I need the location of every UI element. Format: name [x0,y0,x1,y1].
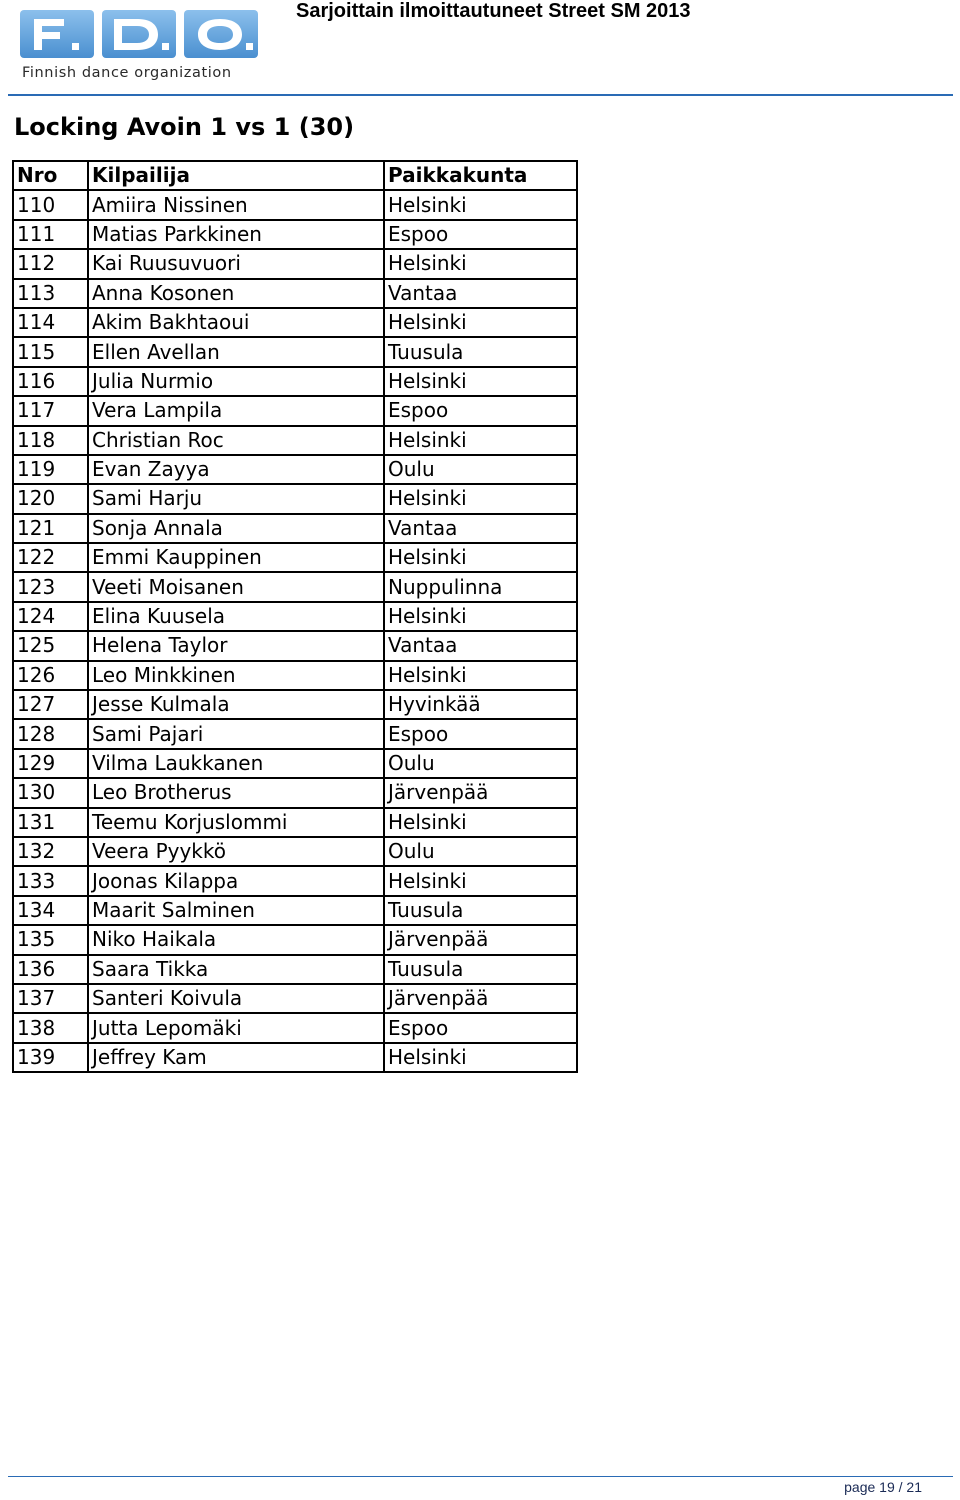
cell-kilpailija: Maarit Salminen [88,896,384,925]
cell-nro: 115 [13,337,88,366]
cell-paikkakunta: Helsinki [384,661,577,690]
table-header-row [13,161,577,190]
table-row [13,896,577,925]
cell-paikkakunta: Helsinki [384,308,577,337]
cell-nro: 132 [13,837,88,866]
table-row [13,455,577,484]
column-header-kilpailija: Kilpailija [88,161,384,190]
cell-paikkakunta: Helsinki [384,426,577,455]
cell-kilpailija: Anna Kosonen [88,279,384,308]
table-row [13,1013,577,1042]
cell-kilpailija: Leo Minkkinen [88,661,384,690]
table-row [13,396,577,425]
cell-nro: 119 [13,455,88,484]
cell-kilpailija: Amiira Nissinen [88,190,384,219]
table-row [13,925,577,954]
cell-paikkakunta: Helsinki [384,543,577,572]
cell-kilpailija: Saara Tikka [88,955,384,984]
cell-paikkakunta: Helsinki [384,484,577,513]
cell-kilpailija: Ellen Avellan [88,337,384,366]
cell-nro: 138 [13,1013,88,1042]
cell-kilpailija: Emmi Kauppinen [88,543,384,572]
cell-kilpailija: Elina Kuusela [88,602,384,631]
cell-kilpailija: Vilma Laukkanen [88,749,384,778]
footer-divider [8,1476,953,1477]
cell-paikkakunta: Järvenpää [384,984,577,1013]
cell-paikkakunta: Helsinki [384,249,577,278]
cell-paikkakunta: Järvenpää [384,925,577,954]
table-row [13,190,577,219]
entries-table [12,160,578,1073]
cell-kilpailija: Julia Nurmio [88,367,384,396]
cell-nro: 122 [13,543,88,572]
table-row [13,749,577,778]
table-row [13,220,577,249]
cell-nro: 128 [13,719,88,748]
cell-nro: 134 [13,896,88,925]
cell-kilpailija: Niko Haikala [88,925,384,954]
cell-paikkakunta: Oulu [384,455,577,484]
header-divider [8,94,953,96]
cell-paikkakunta: Helsinki [384,602,577,631]
cell-kilpailija: Sami Pajari [88,719,384,748]
table-row [13,308,577,337]
table-row [13,367,577,396]
cell-kilpailija: Kai Ruusuvuori [88,249,384,278]
cell-nro: 111 [13,220,88,249]
cell-paikkakunta: Tuusula [384,337,577,366]
cell-nro: 123 [13,572,88,601]
table-row [13,426,577,455]
cell-kilpailija: Joonas Kilappa [88,866,384,895]
cell-paikkakunta: Espoo [384,1013,577,1042]
cell-nro: 110 [13,190,88,219]
cell-paikkakunta: Espoo [384,220,577,249]
fdo-logo [18,8,260,86]
cell-nro: 114 [13,308,88,337]
cell-kilpailija: Matias Parkkinen [88,220,384,249]
table-row [13,808,577,837]
cell-paikkakunta: Vantaa [384,279,577,308]
cell-nro: 125 [13,631,88,660]
cell-paikkakunta: Oulu [384,837,577,866]
cell-kilpailija: Veeti Moisanen [88,572,384,601]
cell-paikkakunta: Helsinki [384,367,577,396]
cell-nro: 135 [13,925,88,954]
cell-nro: 118 [13,426,88,455]
cell-kilpailija: Teemu Korjuslommi [88,808,384,837]
cell-nro: 136 [13,955,88,984]
cell-paikkakunta: Helsinki [384,1043,577,1072]
cell-paikkakunta: Helsinki [384,808,577,837]
table-row [13,837,577,866]
cell-kilpailija: Christian Roc [88,426,384,455]
cell-paikkakunta: Vantaa [384,631,577,660]
cell-nro: 126 [13,661,88,690]
cell-paikkakunta: Tuusula [384,955,577,984]
column-header-nro: Nro [13,161,88,190]
table-row [13,661,577,690]
cell-kilpailija: Jutta Lepomäki [88,1013,384,1042]
cell-paikkakunta: Järvenpää [384,778,577,807]
fdo-logo-mark [20,10,258,58]
cell-paikkakunta: Helsinki [384,866,577,895]
cell-nro: 112 [13,249,88,278]
cell-nro: 127 [13,690,88,719]
table-row [13,572,577,601]
table-row [13,1043,577,1072]
cell-nro: 120 [13,484,88,513]
section-title: Locking Avoin 1 vs 1 (30) [14,113,355,141]
logo-caption: Finnish dance organization [22,65,232,81]
cell-paikkakunta: Espoo [384,396,577,425]
table-row [13,955,577,984]
cell-kilpailija: Leo Brotherus [88,778,384,807]
cell-kilpailija: Santeri Koivula [88,984,384,1013]
table-row [13,866,577,895]
cell-nro: 121 [13,514,88,543]
cell-nro: 117 [13,396,88,425]
cell-nro: 131 [13,808,88,837]
cell-kilpailija: Akim Bakhtaoui [88,308,384,337]
cell-kilpailija: Evan Zayya [88,455,384,484]
cell-nro: 133 [13,866,88,895]
cell-nro: 124 [13,602,88,631]
cell-nro: 139 [13,1043,88,1072]
cell-paikkakunta: Nuppulinna [384,572,577,601]
cell-paikkakunta: Tuusula [384,896,577,925]
table-row [13,778,577,807]
cell-kilpailija: Veera Pyykkö [88,837,384,866]
table-row [13,514,577,543]
table-row [13,279,577,308]
cell-kilpailija: Jeffrey Kam [88,1043,384,1072]
cell-kilpailija: Jesse Kulmala [88,690,384,719]
table-row [13,484,577,513]
table-row [13,543,577,572]
table-row [13,631,577,660]
cell-paikkakunta: Espoo [384,719,577,748]
cell-nro: 130 [13,778,88,807]
table-row [13,337,577,366]
cell-kilpailija: Vera Lampila [88,396,384,425]
table-row [13,719,577,748]
cell-kilpailija: Helena Taylor [88,631,384,660]
cell-paikkakunta: Hyvinkää [384,690,577,719]
cell-nro: 113 [13,279,88,308]
table-row [13,249,577,278]
cell-nro: 137 [13,984,88,1013]
document-title: Sarjoittain ilmoittautuneet Street SM 2013 [296,0,691,22]
cell-kilpailija: Sami Harju [88,484,384,513]
cell-nro: 116 [13,367,88,396]
table-row [13,984,577,1013]
cell-paikkakunta: Oulu [384,749,577,778]
table-row [13,690,577,719]
column-header-paikkakunta: Paikkakunta [384,161,577,190]
table-row [13,602,577,631]
page-number: page 19 / 21 [844,1479,922,1495]
cell-paikkakunta: Helsinki [384,190,577,219]
cell-paikkakunta: Vantaa [384,514,577,543]
cell-nro: 129 [13,749,88,778]
cell-kilpailija: Sonja Annala [88,514,384,543]
